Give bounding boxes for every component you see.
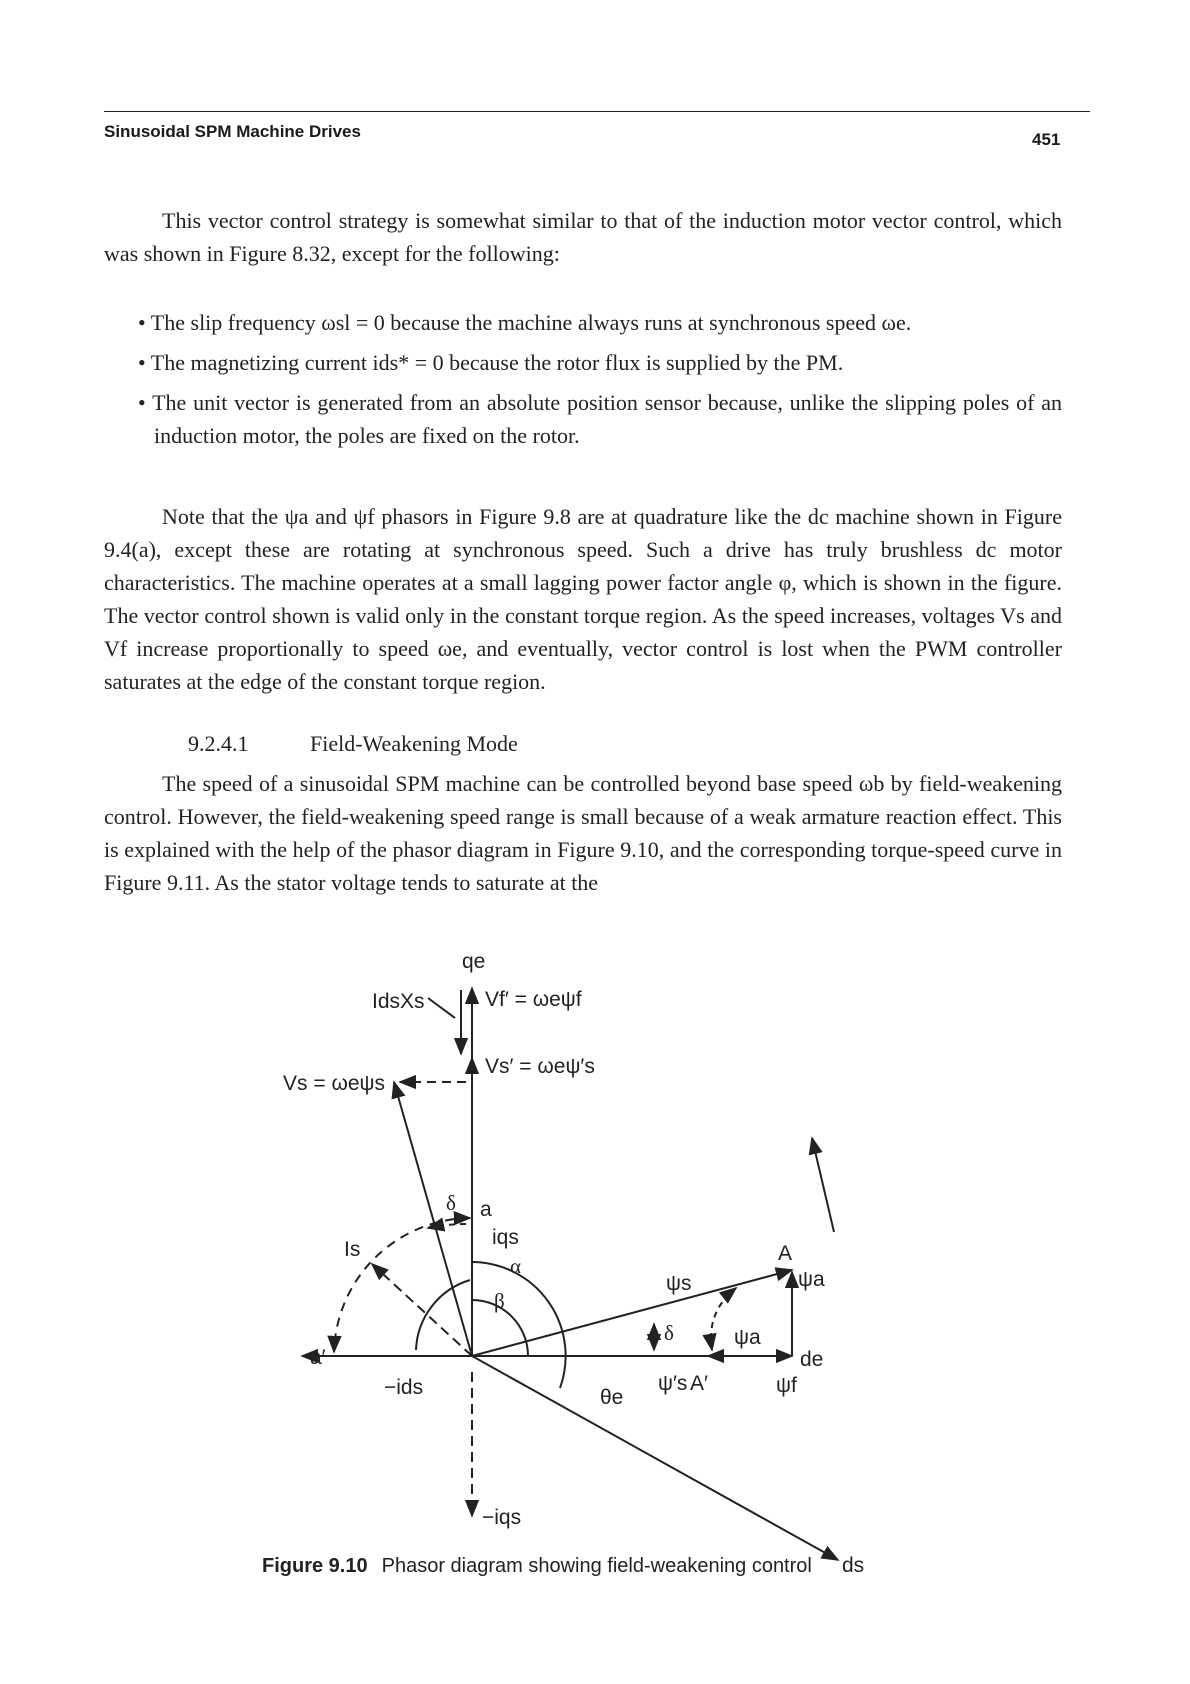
- is-vector: [372, 1264, 472, 1356]
- current-trajectory-arc: [334, 1218, 470, 1352]
- label-psi-s: ψs: [666, 1272, 692, 1295]
- label-ds: ds: [842, 1554, 865, 1577]
- label-vs-prime: Vs′ = ωeψ′s: [485, 1055, 595, 1078]
- header-rule: [104, 111, 1090, 112]
- theta-e-arc: [416, 1280, 470, 1350]
- label-vf-prime: Vf′ = ωeψf: [485, 988, 582, 1011]
- figure-caption: [262, 1555, 812, 1578]
- label-theta-e: θe: [600, 1386, 624, 1409]
- psi-a-arc: [711, 1288, 736, 1350]
- label-psi-f: ψf: [776, 1374, 797, 1397]
- field-weakening-arrow: [812, 1138, 834, 1232]
- label-idsxs: IdsXs: [372, 990, 425, 1013]
- label-a: a: [480, 1198, 492, 1221]
- paragraph-note-text: Note that the ψa and ψf phasors in Figure 9.8 are at quadrature like the dc machine shown in Figure 9.4(a), except these are rotating at synchronous speed. Such a drive has truly brushless dc motor characteristics. The machine operates at a small lagging power factor angle φ, which is shown in the figure. The vector control shown is valid only in the constant torque region. As the speed increases, voltages Vs and Vf increase proportionally to speed ωe, and eventually, vector control is lost when the PWM controller saturates at the edge of the constant torque region.: [104, 504, 1062, 694]
- label-psi-s-prime: ψ′s: [658, 1372, 688, 1395]
- label-alpha: α: [510, 1254, 522, 1278]
- bullet-item: • The slip frequency ωsl = 0 because the machine always runs at synchronous speed ωe.: [138, 310, 912, 335]
- label-psi-a-mid: ψa: [734, 1326, 761, 1349]
- label-neg-iqs: −iqs: [482, 1506, 522, 1529]
- bullet-list: [138, 306, 1062, 459]
- label-a-prime: a′: [310, 1346, 326, 1369]
- paragraph-intro: [104, 204, 1062, 270]
- paragraph-field-weakening: [104, 767, 1062, 899]
- label-vs: Vs = ωeψs: [283, 1072, 385, 1095]
- section-heading: [188, 727, 788, 760]
- label-A: A: [778, 1242, 793, 1265]
- alpha-arc: [472, 1262, 566, 1388]
- section-title: Field-Weakening Mode: [310, 731, 518, 756]
- paragraph-field-weakening-text: The speed of a sinusoidal SPM machine can be controlled beyond base speed ωb by field-weakening control. However, the field-weakening speed range is small because of a weak armature reaction effect. This is explained with the help of the phasor diagram in Figure 9.10, and the corresponding torque-speed curve in Figure 9.11. As the stator voltage tends to saturate at the: [104, 771, 1062, 895]
- label-de: de: [800, 1348, 824, 1371]
- section-number: 9.2.4.1: [188, 731, 249, 756]
- page-number: 451: [1032, 130, 1061, 149]
- figure-caption-label: Figure 9.10: [262, 1555, 368, 1577]
- idsxs-leader: [428, 998, 455, 1018]
- psi-s-vector: [472, 1270, 792, 1356]
- label-delta-mid: δ: [664, 1321, 674, 1345]
- vs-vector: [394, 1082, 472, 1356]
- running-title: Sinusoidal SPM Machine Drives: [104, 122, 361, 141]
- paragraph-intro-text: This vector control strategy is somewhat similar to that of the induction motor vector control, which was shown in Figure 8.32, except for the following:: [104, 208, 1062, 266]
- beta-arc: [472, 1300, 528, 1356]
- bullet-item: • The unit vector is generated from an absolute position sensor because, unlike the slipping poles of an induction motor, the poles are fixed on the rotor.: [138, 390, 1062, 448]
- label-is: Is: [344, 1238, 361, 1261]
- label-beta: β: [494, 1289, 505, 1313]
- label-delta-top: δ: [446, 1191, 456, 1215]
- delta-arc-top: [428, 1224, 466, 1228]
- label-qe: qe: [462, 950, 486, 973]
- figure-caption-text: Phasor diagram showing field-weakening control: [381, 1555, 812, 1577]
- bullet-item: • The magnetizing current ids* = 0 because the rotor flux is supplied by the PM.: [138, 350, 844, 375]
- ds-axis: [472, 1356, 838, 1560]
- label-iqs: iqs: [492, 1226, 519, 1249]
- label-A-prime: A′: [690, 1372, 708, 1395]
- label-psi-a-top: ψa: [798, 1268, 825, 1291]
- paragraph-note: [104, 500, 1062, 698]
- label-neg-ids: −ids: [384, 1376, 424, 1399]
